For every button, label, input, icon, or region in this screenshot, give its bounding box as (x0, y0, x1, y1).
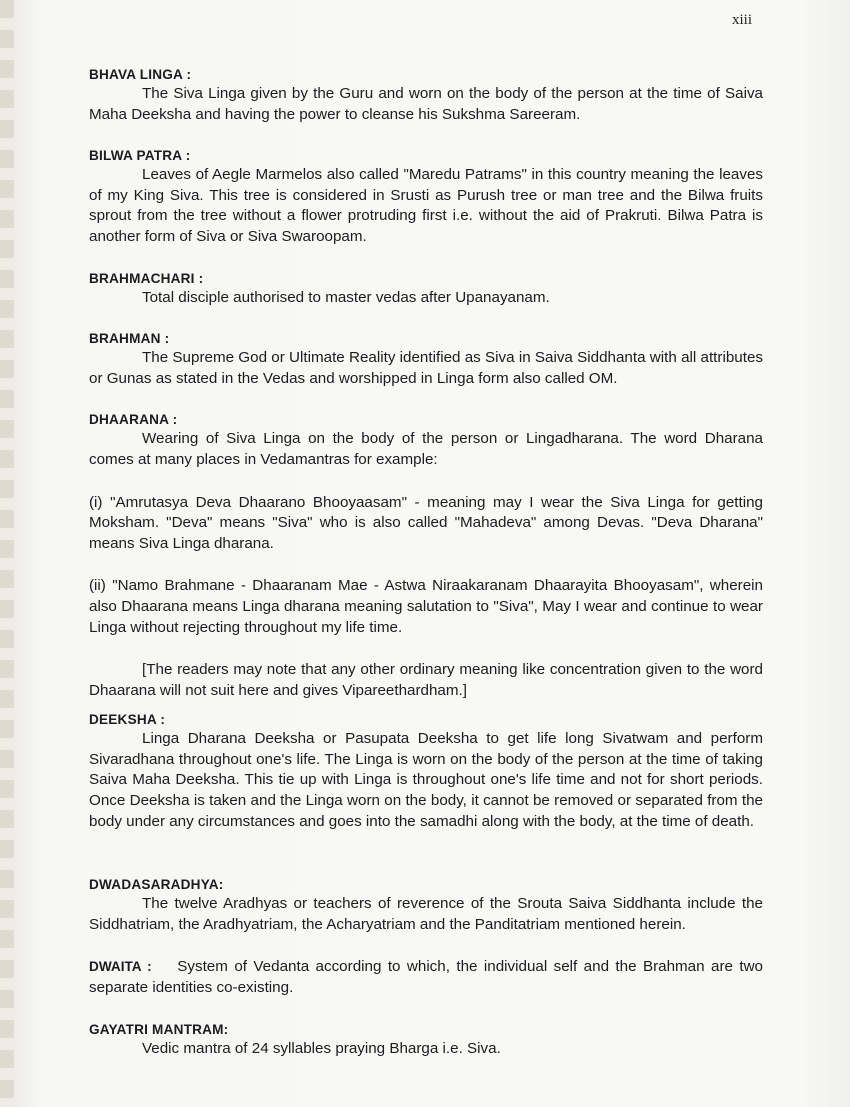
term-heading: DWADASARADHYA: (89, 877, 224, 893)
term-heading: DEEKSHA : (89, 712, 166, 728)
term-heading: GAYATRI MANTRAM: (89, 1021, 229, 1037)
entry-dhaarana (89, 411, 763, 701)
page-number: xiii (731, 12, 752, 28)
term-definition: The Siva Linga given by the Guru and worn on the body of the person at the time of Saiva Maha Deeksha and having the power to cleanse his Sukshma Sareeram. (89, 85, 763, 123)
example-i: (i) "Amrutasya Deva Dhaarano Bhooyaasam" - meaning may I wear the Siva Linga for getting Moksham. "Deva" means "Siva" who is also called "Mahadeva" among Devas. "Deva Dharana" means Siva Linga dharana. (89, 493, 763, 552)
glossary-content (89, 66, 763, 1059)
entry-bilwa-patra (89, 147, 763, 247)
term-heading: BRAHMAN : (89, 331, 170, 347)
term-definition: Leaves of Aegle Marmelos also called "Maredu Patrams" in this country meaning the leaves of my King Siva. This tree is considered in Srusti as Purush tree or man tree and the Bilwa fruits sprout from the tree without a flower protruding first i.e. without the aid of Prakruti. Bilwa Patra is another form of Siva or Siva Swaroopam. (89, 166, 763, 245)
term-definition: Wearing of Siva Linga on the body of the person or Lingadharana. The word Dharana comes at many places in Vedamantras for example: (89, 430, 763, 468)
entry-dwaita (89, 957, 763, 998)
entry-brahmachari (89, 270, 763, 309)
term-heading: DWAITA : (89, 959, 152, 975)
example-ii: (ii) "Namo Brahmane - Dhaaranam Mae - Astwa Niraakaranam Dhaarayita Bhooyasam", wherein also Dhaarana means Linga dharana meaning salutation to "Siva", May I wear and continue to wear Linga without rejecting throughout my life time. (89, 577, 763, 636)
term-definition: System of Vedanta according to which, the individual self and the Brahman are two separate identities co-existing. (89, 958, 763, 997)
term-inline (89, 957, 763, 998)
entry-brahman (89, 330, 763, 389)
entry-deeksha (89, 711, 763, 832)
term-heading: BHAVA LINGA : (89, 67, 192, 82)
readers-note: [The readers may note that any other ordinary meaning like concentration given to the word Dhaarana will not suit here and gives Vipareethardham.] (89, 661, 763, 699)
term-definition: The Supreme God or Ultimate Reality identified as Siva in Saiva Siddhanta with all attributes or Gunas as stated in the Vedas and worshipped in Linga form also called OM. (89, 349, 763, 387)
term-definition: Linga Dharana Deeksha or Pasupata Deeksha to get life long Sivatwam and perform Sivaradhana throughout one's life. The Linga is worn on the body of the person at the time of taking Saiva Maha Deeksha. This tie up with Linga is throughout one's life time and not for short periods. Once Deeksha is taken and the Linga worn on the body, it cannot be removed or separated from the body under any circumstances and goes into the samadhi along with the body, at the time of death. (89, 730, 763, 830)
term-definition: The twelve Aradhyas or teachers of reverence of the Srouta Saiva Siddhanta include the Siddhatriam, the Aradhyatriam, the Acharyatriam and the Panditatriam mentioned herein. (89, 895, 763, 933)
term-definition: Vedic mantra of 24 syllables praying Bharga i.e. Siva. (142, 1039, 501, 1057)
term-heading: BRAHMACHARI : (89, 270, 204, 286)
entry-gayatri-mantram (89, 1021, 763, 1060)
entry-bhava-linga (89, 66, 763, 125)
term-heading: DHAARANA : (89, 412, 178, 428)
entry-dwadasaradhya (89, 876, 763, 935)
term-definition: Total disciple authorised to master vedas after Upanayanam. (142, 288, 550, 306)
binding-edge (0, 0, 14, 1107)
term-heading: BILWA PATRA : (89, 148, 191, 164)
